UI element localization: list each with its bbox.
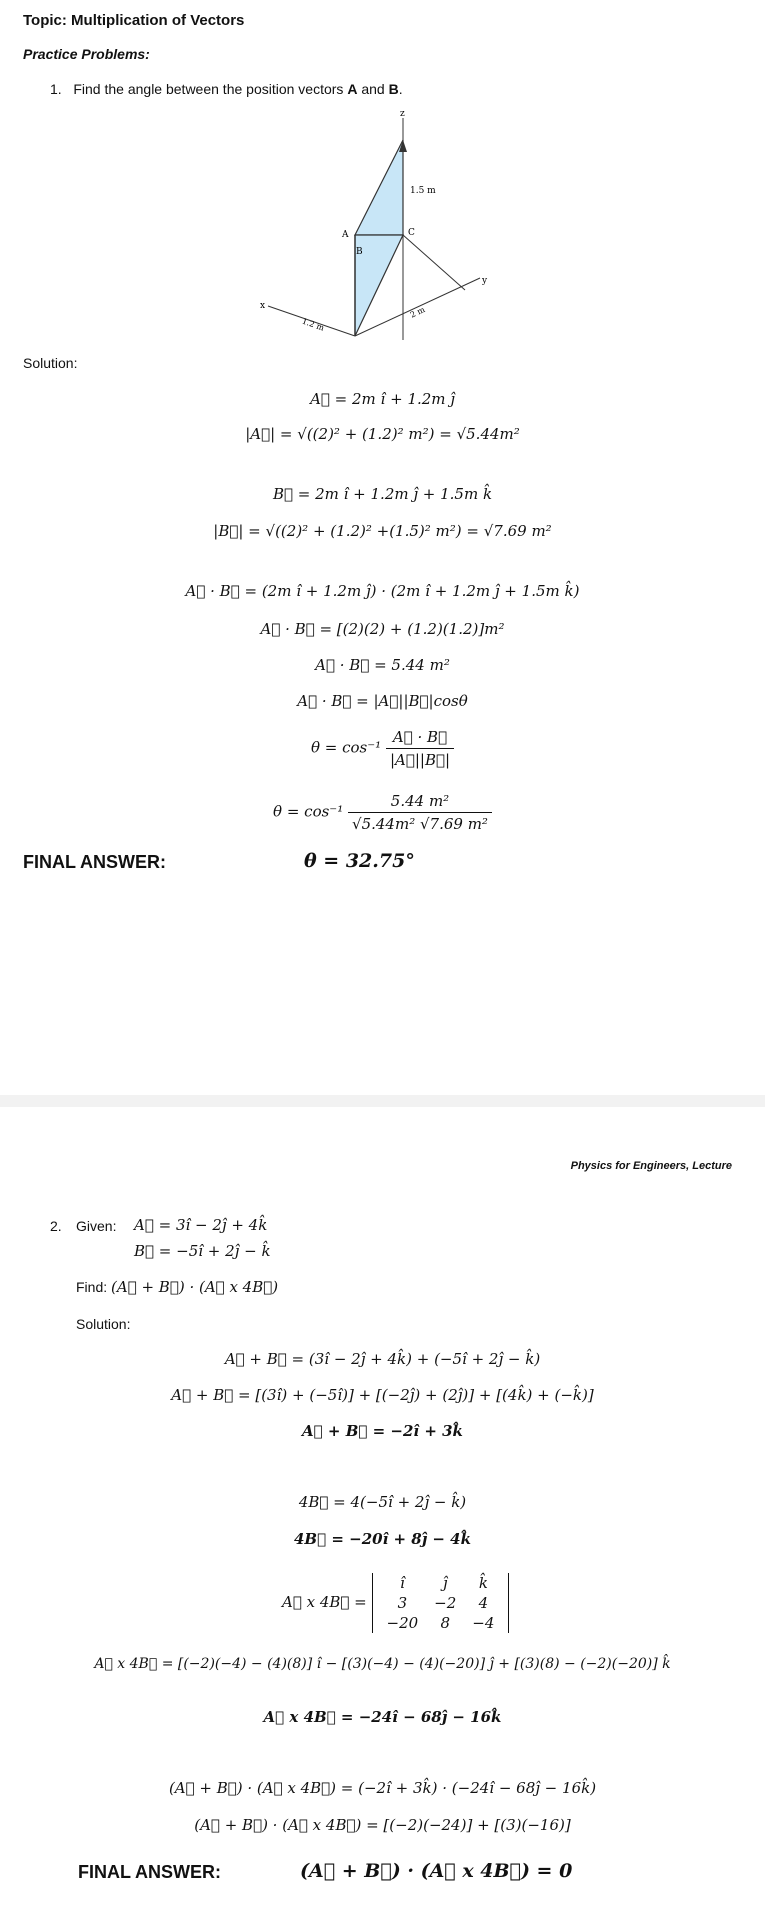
final-answer-label-1: FINAL ANSWER: bbox=[23, 852, 166, 872]
dimension-x: 1.2 m bbox=[300, 316, 326, 333]
dimension-y: 2 m bbox=[408, 305, 427, 320]
eq-magnitude-a: |A⃗| = √((2)² + (1.2)² m²) = √5.44m² bbox=[245, 425, 520, 443]
vector-figure bbox=[250, 108, 500, 348]
course-footer: Physics for Engineers, Lecture bbox=[570, 1160, 732, 1172]
eq-theta-formula bbox=[0, 728, 765, 769]
dimension-vertical: 1.5 m bbox=[410, 186, 436, 196]
vector-a-label: A bbox=[347, 81, 358, 97]
eq-cross-expansion: A⃗ x 4B⃗ = [(−2)(−4) − (4)(8)] î − [(3)(−4) − (4)(−20)] ĵ + [(3)(8) − (−2)(−20)] k̂ bbox=[94, 1656, 671, 1672]
question-text: Find the angle between the position vectors bbox=[73, 81, 348, 97]
eq-scaled-b-setup: 4B⃗ = 4(−5î + 2ĵ − k̂) bbox=[298, 1493, 467, 1511]
question-period: . bbox=[398, 81, 403, 97]
det-cell: k̂ bbox=[478, 1574, 488, 1592]
solution-label-2: Solution: bbox=[76, 1316, 131, 1332]
find-expression: (A⃗ + B⃗) · (A⃗ x 4B⃗) bbox=[111, 1278, 279, 1296]
vector-b-label: B bbox=[388, 81, 399, 97]
fraction-numerator: A⃗ · B⃗ bbox=[386, 728, 454, 749]
practice-problems-heading: Practice Problems: bbox=[23, 46, 150, 62]
given-vector-b: B⃗ = −5î + 2ĵ − k̂ bbox=[134, 1242, 271, 1260]
det-cell: −4 bbox=[472, 1614, 495, 1632]
eq-sum-grouped: A⃗ + B⃗ = [(3î) + (−5î)] + [(−2ĵ) + (2ĵ)] + [(4k̂) + (−k̂)] bbox=[171, 1386, 594, 1404]
z-axis-label: z bbox=[400, 109, 405, 119]
problem-2-number: 2. bbox=[50, 1218, 62, 1234]
page-separator bbox=[0, 1095, 765, 1107]
y-axis-label: y bbox=[482, 276, 488, 286]
x-axis-label: x bbox=[260, 301, 266, 311]
eq-determinant bbox=[282, 1573, 509, 1633]
given-vector-a: A⃗ = 3î − 2ĵ + 4k̂ bbox=[134, 1216, 268, 1234]
eq-dot-product-definition: A⃗ · B⃗ = |A⃗||B⃗|cosθ bbox=[297, 692, 468, 710]
point-b-label: B bbox=[356, 247, 363, 257]
eq-scaled-b-result: 4B⃗ = −20î + 8ĵ − 4k̂ bbox=[294, 1530, 471, 1548]
theta-prefix: θ = cos⁻¹ bbox=[310, 738, 382, 757]
point-c-label: C bbox=[408, 228, 415, 238]
theta-prefix-2: θ = cos⁻¹ bbox=[273, 802, 344, 821]
problem-1-question bbox=[50, 81, 403, 97]
eq-final-dot-expand: (A⃗ + B⃗) · (A⃗ x 4B⃗) = [(−2)(−24)] + [(3)(−16)] bbox=[194, 1816, 571, 1834]
eq-vector-b: B⃗ = 2m î + 1.2m ĵ + 1.5m k̂ bbox=[272, 485, 493, 503]
point-a-label: A bbox=[342, 230, 349, 240]
problem-number: 1. bbox=[50, 81, 62, 97]
det-cell: 8 bbox=[440, 1614, 450, 1632]
det-cell: 4 bbox=[478, 1594, 489, 1612]
and-text: and bbox=[357, 81, 389, 97]
topic-heading: Topic: Multiplication of Vectors bbox=[23, 12, 245, 29]
final-answer-value-1: θ = 32.75° bbox=[304, 850, 415, 872]
eq-magnitude-b: |B⃗| = √((2)² + (1.2)² +(1.5)² m²) = √7.69 m² bbox=[213, 522, 552, 540]
eq-vector-a: A⃗ = 2m î + 1.2m ĵ bbox=[310, 390, 455, 408]
eq-final-dot-setup: (A⃗ + B⃗) · (A⃗ x 4B⃗) = (−2î + 3k̂) · (−24î − 68ĵ − 16k̂) bbox=[168, 1779, 597, 1797]
theta-fraction bbox=[386, 728, 454, 769]
eq-theta-substituted bbox=[0, 792, 765, 833]
eq-dot-product-value: A⃗ · B⃗ = 5.44 m² bbox=[315, 656, 450, 674]
determinant-matrix bbox=[372, 1573, 510, 1633]
final-answer-label-2: FINAL ANSWER: bbox=[78, 1862, 221, 1882]
det-cell: −2 bbox=[434, 1594, 457, 1612]
eq-dot-product-expand: A⃗ · B⃗ = [(2)(2) + (1.2)(1.2)]m² bbox=[260, 620, 505, 638]
eq-sum-setup: A⃗ + B⃗ = (3î − 2ĵ + 4k̂) + (−5î + 2ĵ − k̂) bbox=[224, 1350, 541, 1368]
find-label: Find: bbox=[76, 1279, 108, 1295]
find-line bbox=[76, 1278, 278, 1296]
det-cell: −20 bbox=[386, 1614, 419, 1632]
eq-dot-product-setup: A⃗ · B⃗ = (2m î + 1.2m ĵ) · (2m î + 1.2m ĵ + 1.5m k̂) bbox=[185, 582, 580, 600]
det-cell: î bbox=[399, 1574, 405, 1592]
final-answer-value-2: (A⃗ + B⃗) · (A⃗ x 4B⃗) = 0 bbox=[300, 1860, 573, 1882]
determinant-label: A⃗ x 4B⃗ = bbox=[282, 1593, 367, 1611]
fraction-numerator-2: 5.44 m² bbox=[348, 792, 492, 813]
shaded-triangle-upper bbox=[355, 140, 403, 235]
theta-fraction-2 bbox=[348, 792, 492, 833]
solution-label-1: Solution: bbox=[23, 355, 78, 371]
edge-c-ground bbox=[403, 235, 465, 290]
det-cell: ĵ bbox=[442, 1574, 448, 1592]
eq-sum-result: A⃗ + B⃗ = −2î + 3k̂ bbox=[302, 1422, 463, 1440]
fraction-denominator-2: √5.44m² √7.69 m² bbox=[352, 815, 488, 833]
eq-cross-result: A⃗ x 4B⃗ = −24î − 68ĵ − 16k̂ bbox=[263, 1708, 502, 1726]
det-cell: 3 bbox=[397, 1594, 408, 1612]
fraction-denominator: |A⃗||B⃗| bbox=[389, 751, 451, 769]
given-label: Given: bbox=[76, 1218, 117, 1234]
